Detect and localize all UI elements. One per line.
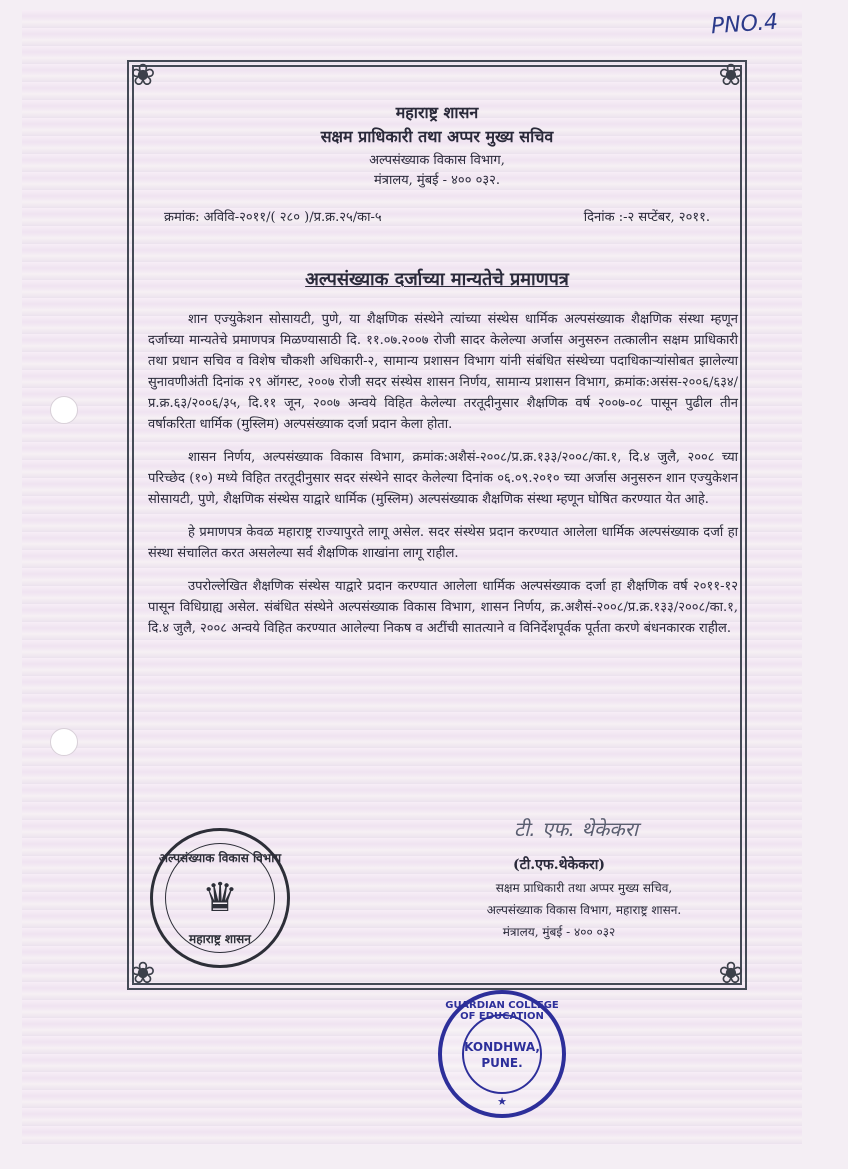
punch-hole-bottom xyxy=(50,728,78,756)
header-address: मंत्रालय, मुंबई - ४०० ०३२. xyxy=(374,173,500,188)
corner-ornament-icon: ❀ xyxy=(130,956,156,991)
paragraph-1: शान एज्युकेशन सोसायटी, पुणे, या शैक्षणिक संस्थेने त्यांच्या संस्थेस धार्मिक अल्पसंख्याक शैक्षणिक संस्था म्हणून दर्जाच्या मान्यतेचे प्रमाणपत्र मिळण्यासाठी दि. ११.०७.२००७ रोजी सादर केलेल्या अर्जास अनुसरुन तत्कालीन सक्षम प्राधिकारी तथा प्रधान सचिव व विशेष चौकशी अधिकारी-२, सामान्य प्रशासन विभाग यांनी संबंधित संस्थेच्या पदाधिकाऱ्यांसोबत झालेल्या सुनावणीअंती दिनांक २९ ऑगस्ट, २००७ रोजी सदर संस्थेस शासन निर्णय, सामान्य प्रशासन विभाग, क्रमांक:असंस-२००६/६३४/प्र.क्र.६३/२००६/३५, दि.११ जून, २००७ अन्वये विहित केलेल्या तरतूदीनुसार शैक्षणिक वर्ष २००७-०८ पासून पुढील तीन वर्षाकरिता धार्मिक (मुस्लिम) अल्पसंख्याक दर्जा प्रदान केला होता. xyxy=(148,312,738,432)
department-seal xyxy=(150,828,290,968)
header-authority: सक्षम प्राधिकारी तथा अप्पर मुख्य सचिव xyxy=(320,127,554,146)
paragraph-2: शासन निर्णय, अल्पसंख्याक विकास विभाग, क्रमांक:अशैसं-२००८/प्र.क्र.१३३/२००८/का.१, दि.४ जुलै, २००८ च्या परिच्छेद (१०) मध्ये विहित तरतूदीनुसार सदर संस्थेने सादर केलेल्या दिनांक ०६.०९.२०१० च्या अर्जास अनुसरुन शान एज्युकेशन सोसायटी, पुणे, शैक्षणिक संस्थेस याद्वारे धार्मिक (मुस्लिम) अल्पसंख्याक शैक्षणिक संस्था म्हणून घोषित करण्यात येत आहे. xyxy=(148,450,738,507)
stamp-center-line2: PUNE. xyxy=(481,1056,523,1070)
signatory-department: अल्पसंख्याक विकास विभाग, महाराष्ट्र शासन. xyxy=(486,903,682,917)
header-government: महाराष्ट्र शासन xyxy=(395,103,479,122)
seal-top-text: अल्पसंख्याक विकास विभाग xyxy=(158,851,282,865)
signatory-designation: सक्षम प्राधिकारी तथा अप्पर मुख्य सचिव, xyxy=(495,881,673,895)
certificate-body xyxy=(148,309,738,651)
signatory-name: (टी.एफ.थेकेकरा) xyxy=(512,857,606,873)
certificate-title: अल्पसंख्याक दर्जाच्या मान्यतेचे प्रमाणपत्र xyxy=(305,269,569,290)
punch-hole-top xyxy=(50,396,78,424)
header-department: अल्पसंख्याक विकास विभाग, xyxy=(369,153,505,168)
reference-date: दिनांक :-२ सप्टेंबर, २०११. xyxy=(583,210,710,225)
handwritten-page-number: PNO.4 xyxy=(710,9,779,40)
stamp-arc-text: GUARDIAN COLLEGE OF EDUCATION xyxy=(445,1000,559,1022)
paragraph-4: उपरोल्लेखित शैक्षणिक संस्थेस याद्वारे प्रदान करण्यात आलेला धार्मिक अल्पसंख्याक दर्जा हा शैक्षणिक वर्ष २०११-१२ पासून विधिग्राह्य असेल. संबंधित संस्थेने अल्पसंख्याक विकास विभाग, शासन निर्णय, क्र.अशैसं-२००८/प्र.क्र.१३३/२००८/का.१, दि.४ जुलै, २००८ अन्वये विहित करण्यात आलेल्या निकष व अटींची सातत्याने व विनिर्देशपूर्वक पूर्तता करणे बंधनकारक राहील. xyxy=(148,579,738,636)
handwritten-signature: टी. एफ. थेकेकरा xyxy=(514,817,639,841)
seal-bottom-text: महाराष्ट्र शासन xyxy=(189,932,251,946)
paragraph-3: हे प्रमाणपत्र केवळ महाराष्ट्र राज्यापुरते लागू असेल. सदर संस्थेस प्रदान करण्यात आलेला धार्मिक अल्पसंख्याक दर्जा हा संस्था संचालित करत असलेल्या सर्व शैक्षणिक शाखांना लागू राहील. xyxy=(148,525,738,561)
signatory-address: मंत्रालय, मुंबई - ४०० ०३२ xyxy=(502,925,616,939)
reference-number: क्रमांक: अविवि-२०११/( २८० )/प्र.क्र.२५/का-५ xyxy=(164,210,382,225)
corner-ornament-icon: ❀ xyxy=(718,58,744,93)
star-icon: ★ xyxy=(497,1095,507,1108)
college-stamp xyxy=(438,990,566,1118)
stamp-center-line1: KONDHWA, xyxy=(464,1040,540,1054)
corner-ornament-icon: ❀ xyxy=(130,58,156,93)
corner-ornament-icon: ❀ xyxy=(718,956,744,991)
national-emblem-icon: ♛ xyxy=(202,875,238,921)
